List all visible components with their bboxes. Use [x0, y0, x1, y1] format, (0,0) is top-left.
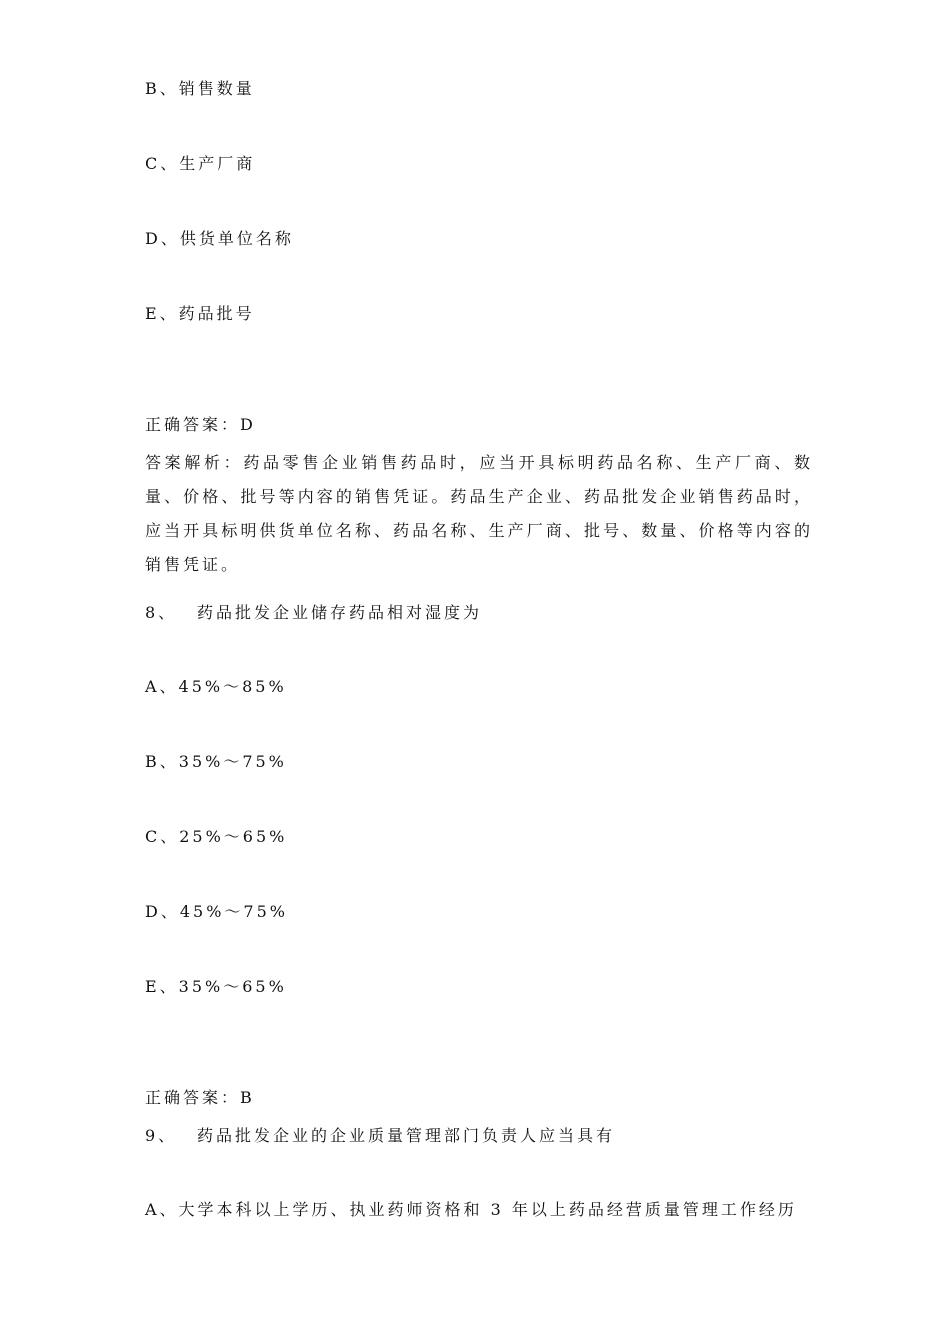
option-e: E、药品批号: [145, 304, 255, 323]
option-b: B、35%～75%: [145, 752, 287, 771]
option-a: A、大学本科以上学历、执业药师资格和 3 年以上药品经营质量管理工作经历: [145, 1200, 797, 1219]
question-stem: 药品批发企业储存药品相对湿度为: [197, 603, 483, 622]
correct-answer: 正确答案：D: [145, 415, 256, 434]
question-stem: 药品批发企业的企业质量管理部门负责人应当具有: [197, 1126, 616, 1145]
answer-analysis: 答案解析：药品零售企业销售药品时，应当开具标明药品名称、生产厂商、数量、价格、批号等内容的销售凭证。药品生产企业、药品批发企业销售药品时，应当开具标明供货单位名称、药品名称、生产厂商、批号、数量、价格等内容的销售凭证。: [145, 453, 813, 574]
option-d: D、供货单位名称: [145, 229, 294, 248]
question-number: 8、: [145, 603, 178, 622]
option-c: C、生产厂商: [145, 154, 256, 173]
question-9-title: [145, 1126, 615, 1146]
correct-answer: 正确答案：B: [145, 1088, 255, 1107]
option-b: B、销售数量: [145, 79, 255, 98]
question-8-title: [145, 603, 482, 623]
option-c: C、25%～65%: [145, 827, 288, 846]
option-d: D、45%～75%: [145, 902, 288, 921]
question-number: 9、: [145, 1126, 178, 1145]
option-e: E、35%～65%: [145, 977, 287, 996]
option-a: A、45%～85%: [145, 677, 287, 696]
